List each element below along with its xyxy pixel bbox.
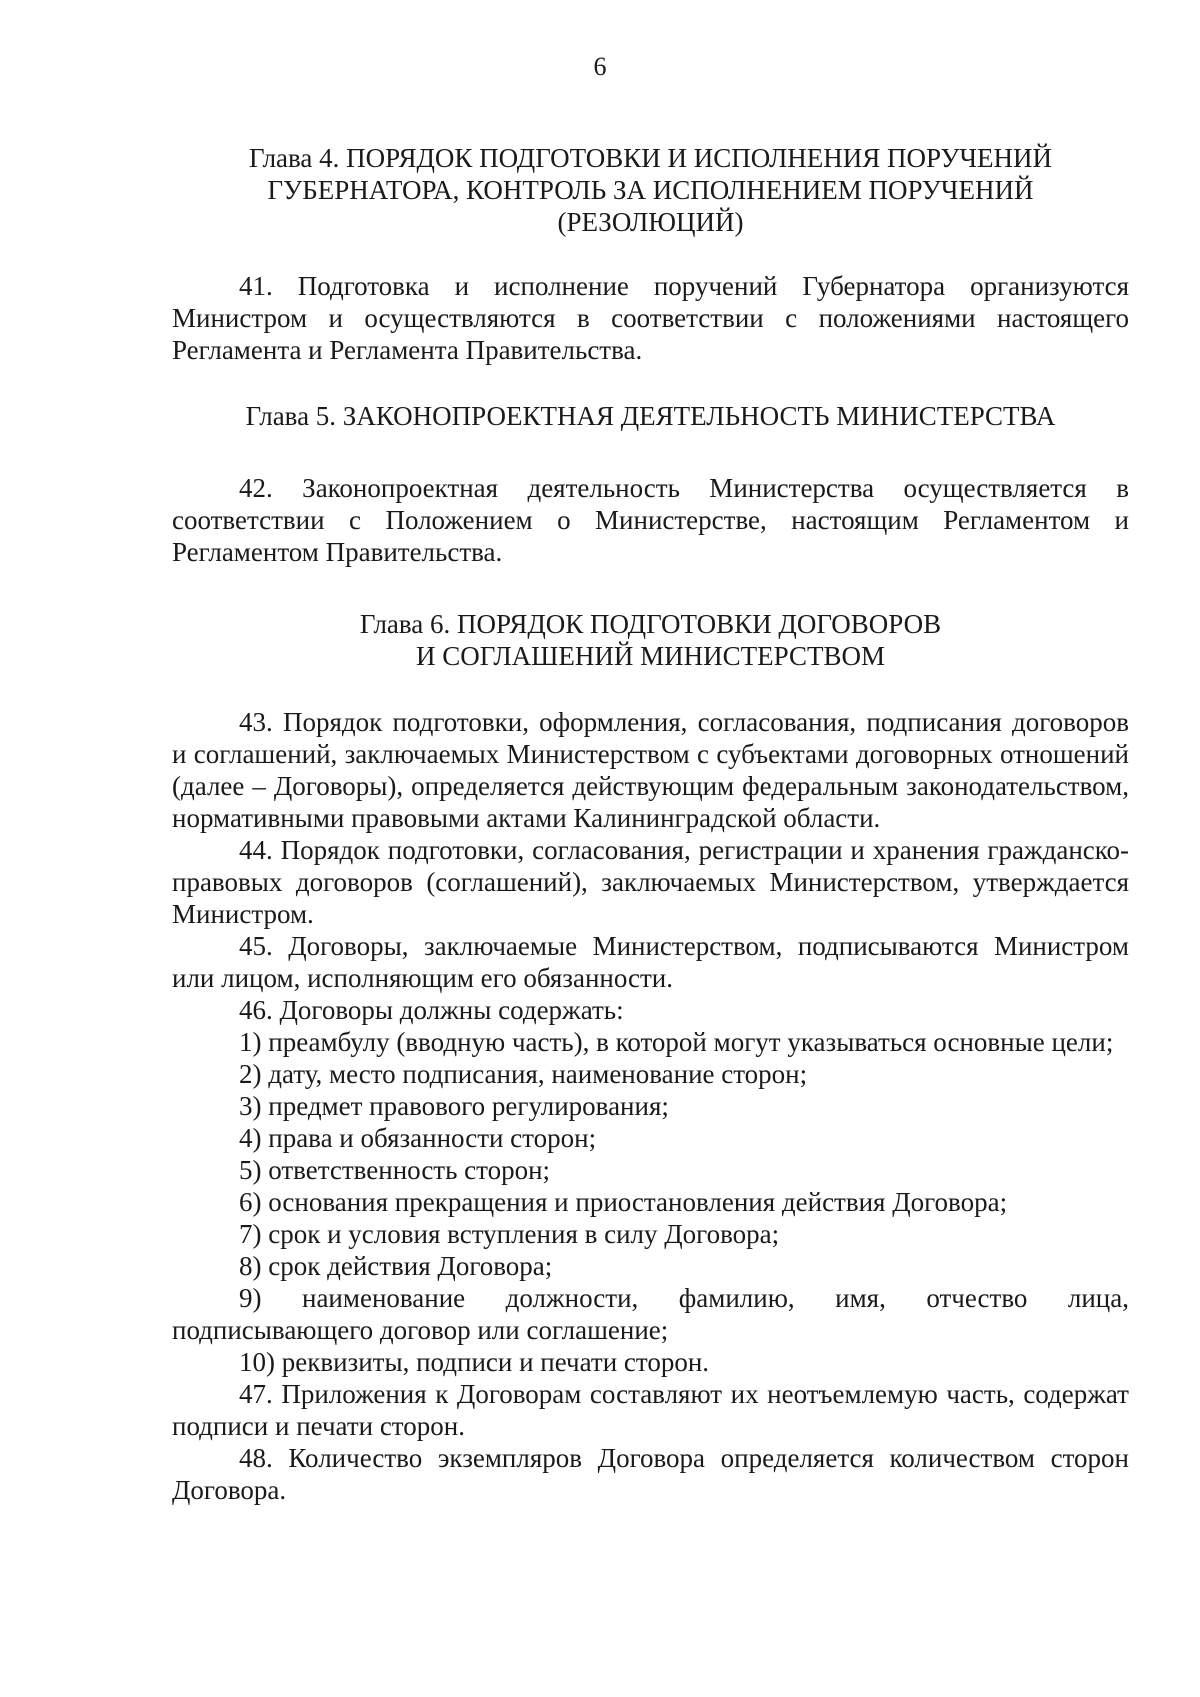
paragraph-48: 48. Количество экземпляров Договора определяется количеством сторон Договора.	[172, 1443, 1129, 1505]
list-item-9: 9) наименование должности, фамилию, имя, отчество лица, подписывающего договор или соглашение;	[172, 1283, 1129, 1345]
list-item-5: 5) ответственность сторон;	[239, 1155, 551, 1185]
paragraph-45: 45. Договоры, заключаемые Министерством, подписываются Министром или лицом, исполняющим его обязанности.	[172, 931, 1129, 993]
chapter-4-heading	[172, 142, 1129, 238]
chapter-4-heading-line-2: ГУБЕРНАТОРА, КОНТРОЛЬ ЗА ИСПОЛНЕНИЕМ ПОРУЧЕНИЙ	[267, 175, 1034, 205]
paragraph-43: 43. Порядок подготовки, оформления, согласования, подписания договоров и соглашений, заключаемых Министерством с субъектами договорных отношений (далее – Договоры), определяется действующим федеральным законодательством, нормативными правовыми актами Калининградской области.	[172, 707, 1129, 833]
document-body	[172, 142, 1129, 1506]
list-item-3: 3) предмет правового регулирования;	[239, 1091, 669, 1121]
chapter-6-heading	[172, 608, 1129, 672]
list-item-7: 7) срок и условия вступления в силу Договора;	[239, 1219, 780, 1249]
list-item-10: 10) реквизиты, подписи и печати сторон.	[239, 1347, 710, 1377]
chapter-4-heading-line-1: Глава 4. ПОРЯДОК ПОДГОТОВКИ И ИСПОЛНЕНИЯ ПОРУЧЕНИЙ	[248, 143, 1053, 173]
chapter-6-heading-line-1: Глава 6. ПОРЯДОК ПОДГОТОВКИ ДОГОВОРОВ	[359, 609, 942, 639]
list-item-8: 8) срок действия Договора;	[239, 1251, 553, 1281]
paragraph-44: 44. Порядок подготовки, согласования, регистрации и хранения гражданско-правовых договоров (соглашений), заключаемых Министерством, утверждается Министром.	[172, 835, 1129, 929]
paragraph-47: 47. Приложения к Договорам составляют их неотъемлемую часть, содержат подписи и печати сторон.	[172, 1379, 1129, 1441]
chapter-6-heading-line-2: И СОГЛАШЕНИЙ МИНИСТЕРСТВОМ	[416, 641, 885, 671]
page-number: 6	[593, 52, 607, 81]
list-item-4: 4) права и обязанности сторон;	[239, 1123, 597, 1153]
list-item-1: 1) преамбулу (вводную часть), в которой могут указываться основные цели;	[239, 1027, 1114, 1057]
chapter-5-heading: Глава 5. ЗАКОНОПРОЕКТНАЯ ДЕЯТЕЛЬНОСТЬ МИНИСТЕРСТВА	[245, 401, 1056, 431]
paragraph-46: 46. Договоры должны содержать:	[239, 995, 624, 1025]
paragraph-42: 42. Законопроектная деятельность Министерства осуществляется в соответствии с Положением о Министерстве, настоящим Регламентом и Регламентом Правительства.	[172, 473, 1129, 567]
list-item-6: 6) основания прекращения и приостановления действия Договора;	[239, 1187, 1008, 1217]
paragraph-41: 41. Подготовка и исполнение поручений Губернатора организуются Министром и осуществляются в соответствии с положениями настоящего Регламента и Регламента Правительства.	[172, 271, 1129, 365]
list-item-2: 2) дату, место подписания, наименование сторон;	[239, 1059, 808, 1089]
chapter-4-heading-line-3: (РЕЗОЛЮЦИЙ)	[557, 207, 744, 237]
